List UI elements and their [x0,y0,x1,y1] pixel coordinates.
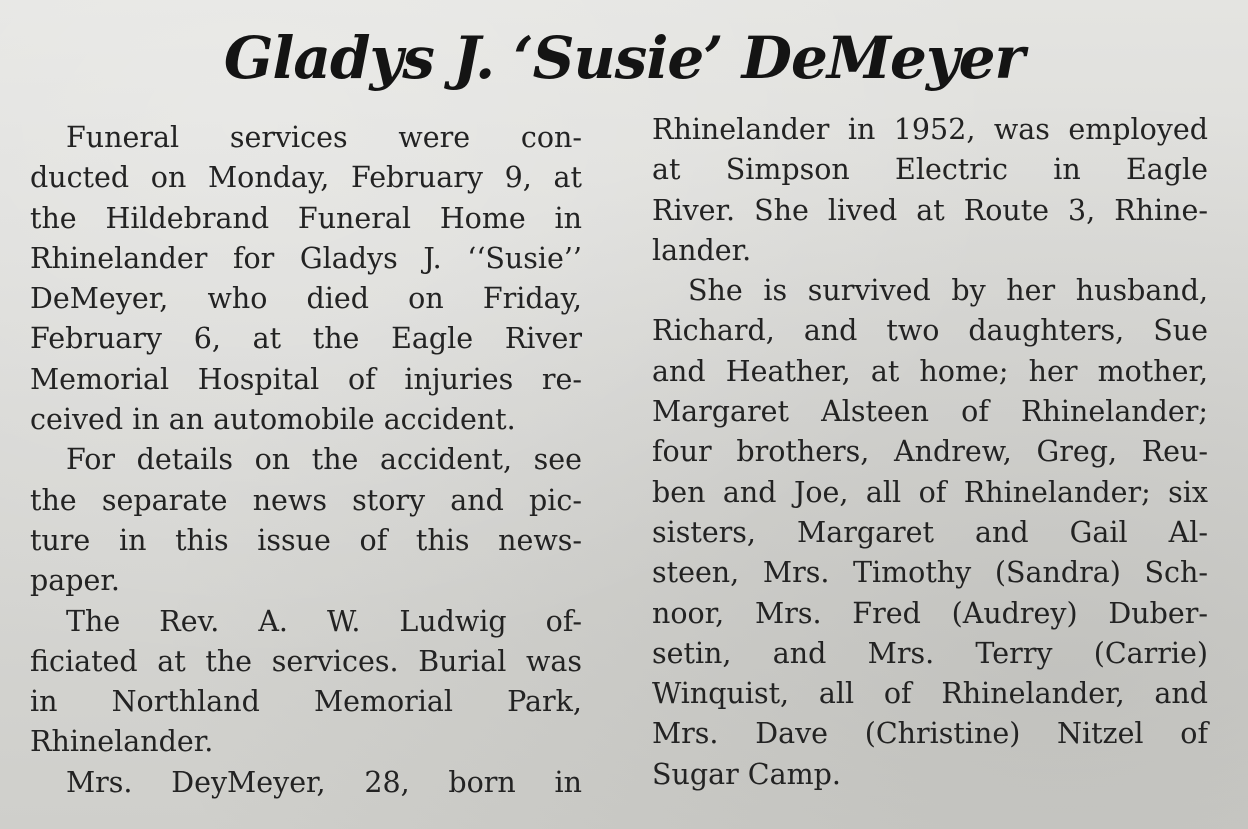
article-line: at Simpson Electric in Eagle [652,153,1208,187]
article-line: the Hildebrand Funeral Home in [30,201,582,235]
article-line: Rhinelander. [30,725,214,759]
article-line: Mrs. DeyMeyer, 28, born in [66,765,582,799]
article-line: noor, Mrs. Fred (Audrey) Duber- [652,596,1208,630]
article-line: The Rev. A. W. Ludwig of- [66,604,582,638]
article-line: River. She lived at Route 3, Rhine- [652,193,1208,227]
article-line: paper. [30,564,120,598]
article-line: sisters, Margaret and Gail Al- [652,515,1208,549]
article-line: Rhinelander in 1952, was employed [652,113,1208,146]
article-line: in Northland Memorial Park, [30,685,582,719]
article-line: Rhinelander for Gladys J. ‘‘Susie’’ [30,241,582,275]
article-line: ben and Joe, all of Rhinelander; six [652,475,1208,509]
obituary-headline: Gladys J. ‘Susie’ DeMeyer [223,24,1025,92]
article-line: Funeral services were con- [66,121,582,154]
article-line: the separate news story and pic- [30,483,582,517]
article-line: setin, and Mrs. Terry (Carrie) [652,636,1208,670]
article-line: ficiated at the services. Burial was [30,644,582,678]
article-line: February 6, at the Eagle River [30,322,582,356]
left-column [30,118,582,803]
article-line: Mrs. Dave (Christine) Nitzel of [652,717,1208,751]
article-line: Margaret Alsteen of Rhinelander; [652,395,1208,429]
article-line: DeMeyer, who died on Friday, [30,282,582,316]
article-line: Richard, and two daughters, Sue [652,314,1208,348]
article-line: and Heather, at home; her mother, [652,354,1208,388]
article-line: four brothers, Andrew, Greg, Reu- [652,435,1208,469]
article-line: lander. [652,233,752,267]
article-line: steen, Mrs. Timothy (Sandra) Sch- [652,556,1208,590]
article-line: Memorial Hospital of injuries re- [30,362,582,396]
article-line: For details on the accident, see [66,443,582,477]
article-line: Winquist, all of Rhinelander, and [652,677,1208,711]
article-line: Sugar Camp. [652,757,841,791]
article-line: ture in this issue of this news- [30,523,582,557]
right-column [652,110,1208,795]
article-line: ducted on Monday, February 9, at [30,161,582,195]
article-line: She is survived by her husband, [688,274,1208,308]
article-line: ceived in an automobile accident. [30,403,516,437]
